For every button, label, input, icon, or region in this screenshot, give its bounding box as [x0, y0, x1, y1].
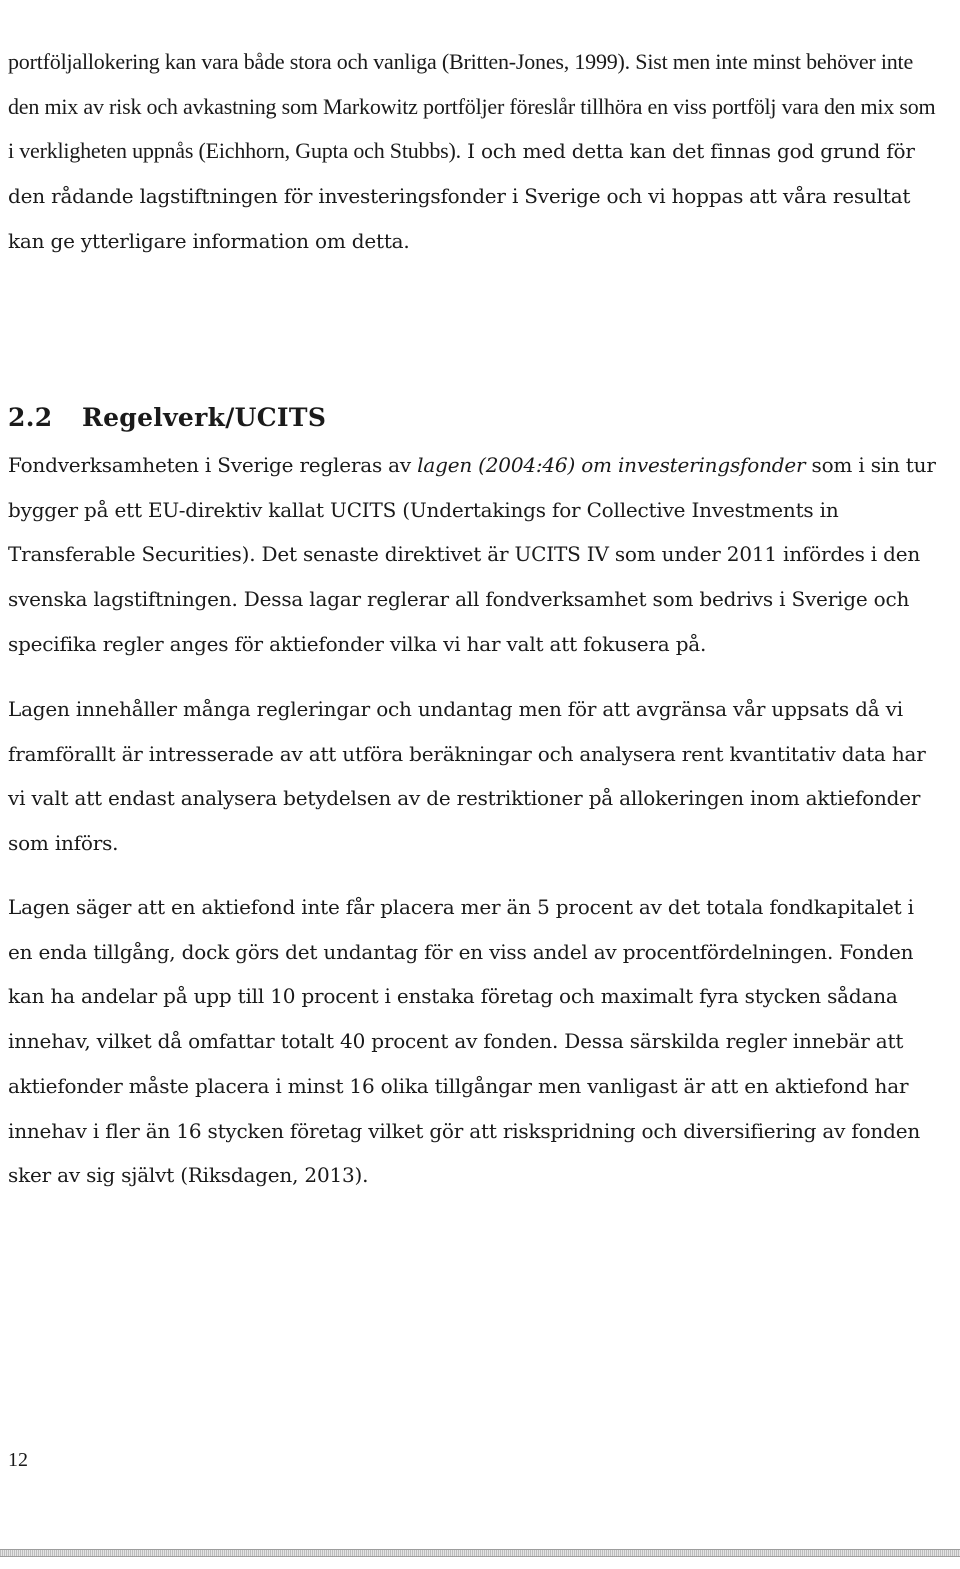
paragraph-ucits-intro [8, 443, 943, 667]
paragraph-1-before-italic: Fondverksamheten i Sverige regleras av [8, 453, 418, 477]
section-heading [8, 393, 326, 443]
page-number: 12 [8, 1449, 28, 1471]
bottom-divider [0, 1549, 960, 1557]
intro-paragraph [8, 40, 943, 264]
intro-paragraph-part-1: portföljallokering kan vara både stora och vanliga (Britten-Jones, 1999). Sist men inte minst behöver inte den mix av risk och avkastning som Markowitz portföljer föreslår tillhöra en viss portfölj vara den mix som i verkligheten uppnås (Eichhorn, Gupta och Stubbs). [8, 49, 936, 164]
paragraph-1-after-italic: som i sin tur bygger på ett EU-direktiv kallat UCITS (Undertakings for Collective Investments in Transferable Securities). Det senaste direktivet är UCITS IV som under 2011 infördes i den svenska lagstiftningen. Dessa lagar reglerar all fondverksamhet som bedrivs i Sverige och specifika regler anges för aktiefonder vilka vi har valt att fokusera på. [8, 453, 936, 656]
law-reference: lagen (2004:46) om investeringsfonder [417, 453, 806, 477]
intro-paragraph-part-2: I och med detta kan det finnas god grund för den rådande lagstiftningen för investeringsfonder i Sverige och vi hoppas att våra resultat kan ge ytterligare information om detta. [8, 139, 915, 253]
paragraph-allocation-rules: Lagen säger att en aktiefond inte får placera mer än 5 procent av det totala fondkapitalet i en enda tillgång, dock görs det undantag för en viss andel av procentfördelningen. Fonden kan ha andelar på upp till 10 procent i enstaka företag och maximalt fyra stycken sådana innehav, vilket då omfattar totalt 40 procent av fonden. Dessa särskilda regler innebär att aktiefonder måste placera i minst 16 olika tillgångar men vanligast är att en aktiefond har innehav i fler än 16 stycken företag vilket gör att riskspridning och diversifiering av fonden sker av sig självt (Riksdagen, 2013). [8, 895, 921, 1188]
section-number: 2.2 [8, 403, 53, 432]
section-title: Regelverk/UCITS [82, 403, 327, 432]
paragraph-scope: Lagen innehåller många regleringar och undantag men för att avgränsa vår uppsats då vi framförallt är intresserade av att utföra beräkningar och analysera rent kvantitativ data har vi valt att endast analysera betydelsen av de restriktioner på allokeringen inom aktiefonder som införs. [8, 697, 926, 856]
